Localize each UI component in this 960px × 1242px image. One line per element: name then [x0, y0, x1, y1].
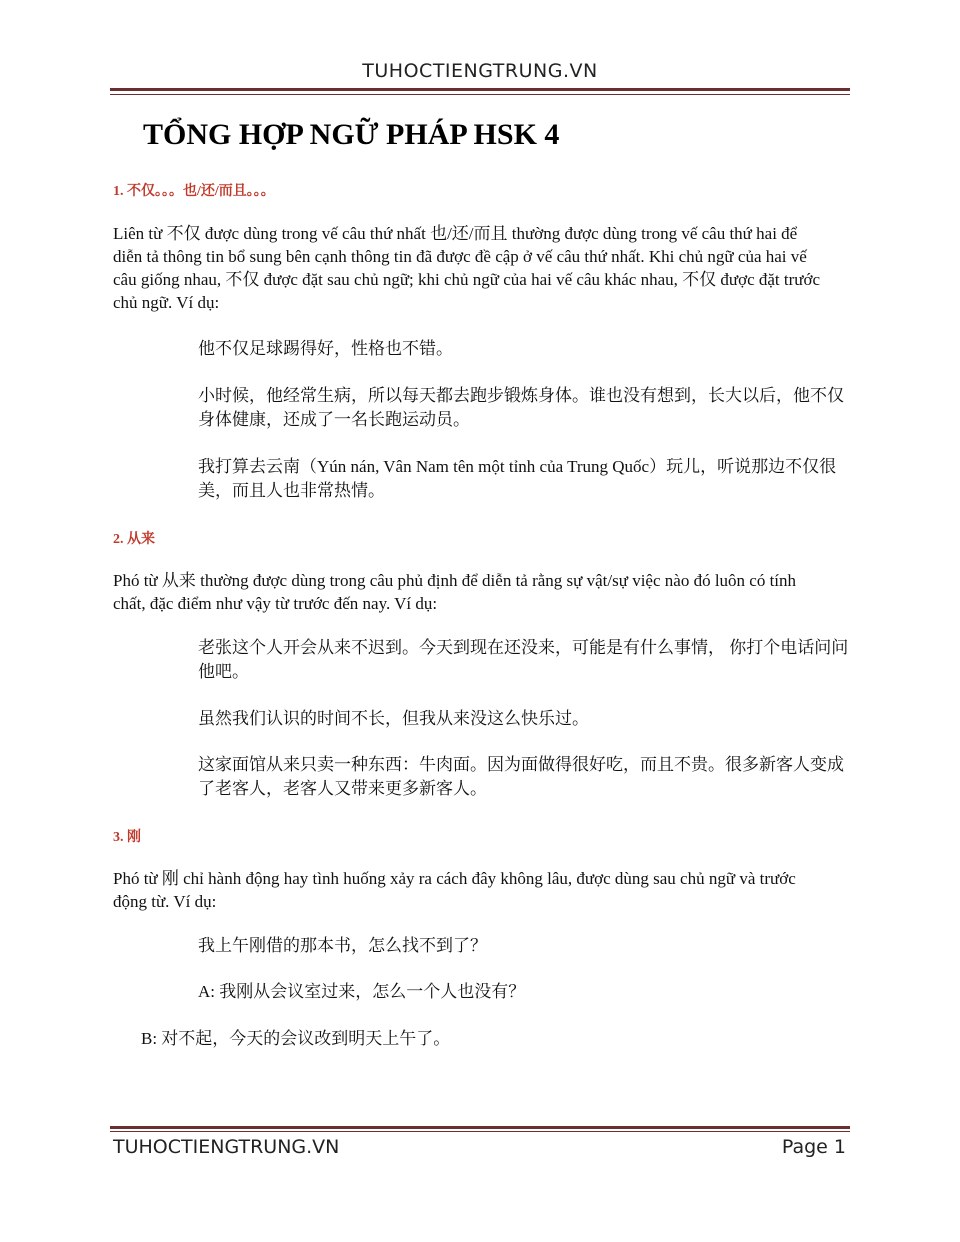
footer-site-name: TUHOCTIENGTRUNG.VN — [113, 1136, 340, 1158]
header-rule-thin — [110, 94, 850, 95]
section-1-example-2: 小时候，他经常生病，所以每天都去跑步锻炼身体。谁也没有想到，长大以后，他不仅身体健康，还成了一名长跑运动员。 — [198, 386, 844, 429]
section-1-example-3: 我打算去云南（Yún nán, Vân Nam tên một tỉnh của Trung Quốc）玩儿，听说那边不仅很美，而且人也非常热情。 — [198, 457, 837, 500]
section-3-heading: 3. 刚 — [113, 830, 141, 845]
section-2-paragraph: Phó từ 从来 thường được dùng trong câu phủ định để diễn tả rằng sự vật/sự việc nào đó luôn có tính chất, đặc điểm như vậy từ trước đến nay. Ví dụ: — [113, 571, 797, 613]
section-1-example-1: 他不仅足球踢得好，性格也不错。 — [198, 339, 453, 358]
header-site-name: TUHOCTIENGTRUNG.VN — [362, 60, 598, 82]
section-3-example-1: 我上午刚借的那本书，怎么找不到了？ — [198, 936, 487, 955]
page-number: Page 1 — [781, 1136, 846, 1158]
section-2-example-1: 老张这个人开会从来不迟到。今天到现在还没来，可能是有什么事情， 你打个电话问问他吧。 — [198, 638, 849, 681]
section-3-paragraph: Phó từ 刚 chỉ hành động hay tình huống xảy ra cách đây không lâu, được dùng sau chủ ngữ và trước động từ. Ví dụ: — [113, 869, 796, 911]
section-1-paragraph: Liên từ 不仅 được dùng trong vế câu thứ nhất 也/还/而且 thường được dùng trong vế câu thứ hai để diễn tả thông tin bổ sung bên cạnh thông tin đã được đề cập ở vế câu thứ nhất. Khi chủ ngữ của hai vế câu giống nhau, 不仅 được đặt sau chủ ngữ; khi chủ ngữ của hai vế câu khác nhau, 不仅 được đặt trước chủ ngữ. Ví dụ: — [113, 224, 821, 312]
section-2-heading: 2. 从来 — [113, 532, 155, 547]
footer-rule-thin — [110, 1131, 850, 1132]
section-2-example-2: 虽然我们认识的时间不长，但我从来没这么快乐过。 — [198, 709, 589, 728]
page-title: TỔNG HỢP NGỮ PHÁP HSK 4 — [143, 118, 560, 151]
header-rule-thick — [110, 88, 850, 91]
footer-rule-thick — [110, 1126, 850, 1129]
section-3-example-2: A: 我刚从会议室过来，怎么一个人也没有？ — [198, 982, 526, 1001]
section-3-example-3: B: 对不起，今天的会议改到明天上午了。 — [141, 1029, 451, 1048]
section-2-example-3: 这家面馆从来只卖一种东西：牛肉面。因为面做得很好吃，而且不贵。很多新客人变成了老客人，老客人又带来更多新客人。 — [198, 755, 844, 798]
section-1-heading: 1. 不仅。。。也/还/而且。。。 — [113, 184, 275, 199]
